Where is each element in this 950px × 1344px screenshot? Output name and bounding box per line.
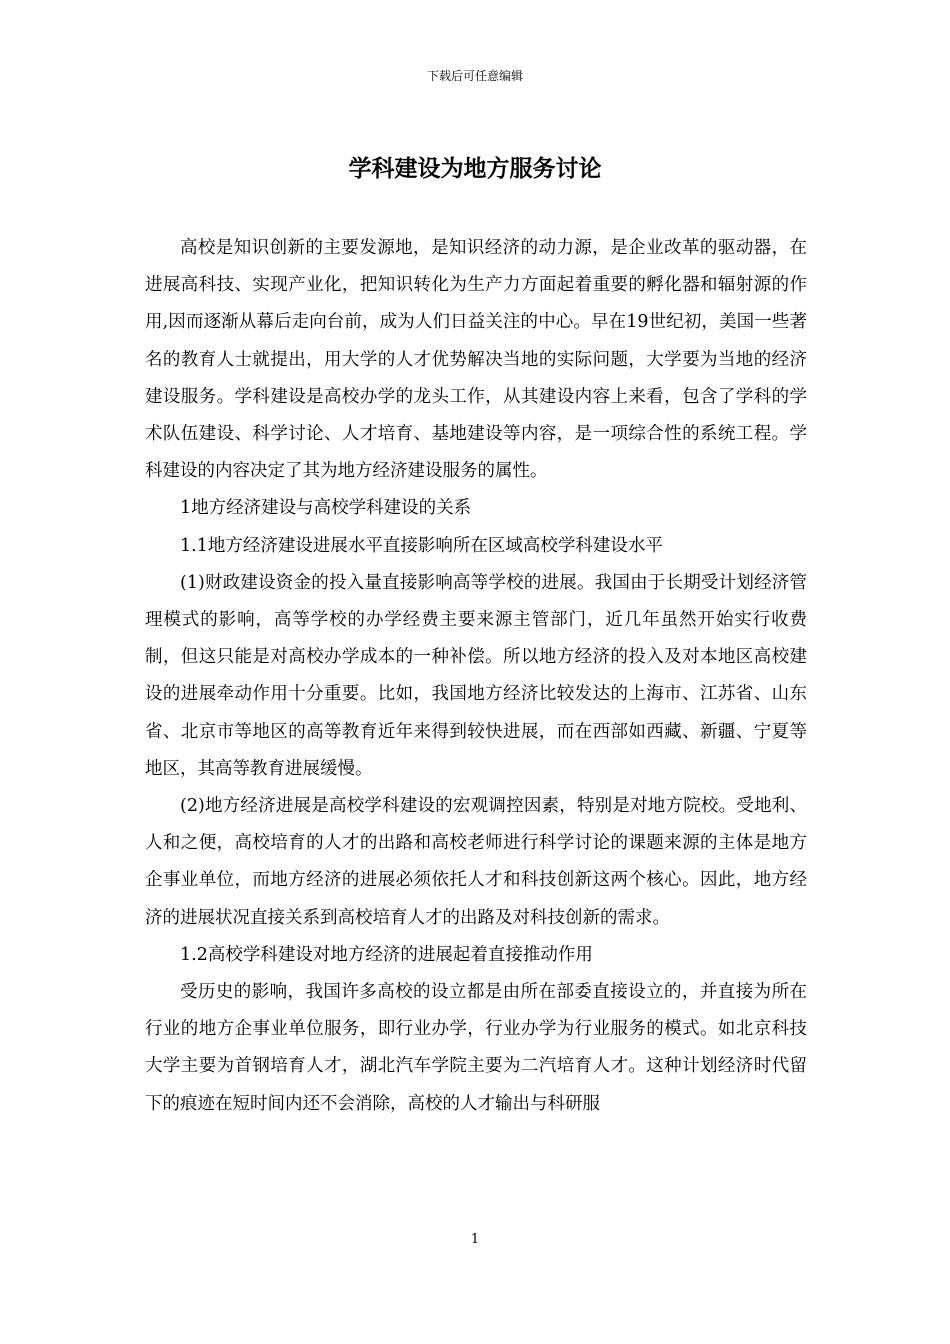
section-heading-1-2: 1.2高校学科建设对地方经济的进展起着直接推动作用 [180,944,593,965]
header-note: 下载后可任意编辑 [426,69,523,83]
section-heading-1: 1地方经济建设与高校学科建设的关系 [180,498,472,519]
paragraph-point-2: (2)地方经济进展是高校学科建设的宏观调控因素，特别是对地方院校。受地利、人和之便，高校培育的人才的出路和高校老师进行科学讨论的课题来源的主体是地方企事业单位，而地方经济的进展必须依托人才和科技创新这两个核心。因此，地方经济的进展状况直接关系到高校培育人才的出路及对科技创新的需求。 [145,796,807,928]
paragraph-intro: 高校是知识创新的主要发源地，是知识经济的动力源，是企业改革的驱动器，在进展高科技、实现产业化，把知识转化为生产力方面起着重要的孵化器和辐射源的作用,因而逐渐从幕后走向台前，成为人们日益关注的中心。早在19世纪初，美国一些著名的教育人士就提出，用大学的人才优势解决当地的实际问题，大学要为当地的经济建设服务。学科建设是高校办学的龙头工作，从其建设内容上来看，包含了学科的学术队伍建设、科学讨论、人才培育、基地建设等内容，是一项综合性的系统工程。学科建设的内容决定了其为地方经济建设服务的属性。 [145,238,807,482]
page-number: 1 [470,1232,480,1247]
document-title: 学科建设为地方服务讨论 [348,156,602,182]
paragraph-history: 受历史的影响，我国许多高校的设立都是由所在部委直接设立的，并直接为所在行业的地方企事业单位服务，即行业办学，行业办学为行业服务的模式。如北京科技大学主要为首钢培育人才，湖北汽车学院主要为二汽培育人才。这种计划经济时代留下的痕迹在短时间内还不会消除，高校的人才输出与科研服 [145,982,807,1114]
paragraph-point-1: (1)财政建设资金的投入量直接影响高等学校的进展。我国由于长期受计划经济管理模式的影响，高等学校的办学经费主要来源主管部门，近几年虽然开始实行收费制，但这只能是对高校办学成本的一种补偿。所以地方经济的投入及对本地区高校建设的进展牵动作用十分重要。比如，我国地方经济比较发达的上海市、江苏省、山东省、北京市等地区的高等教育近年来得到较快进展，而在西部如西藏、新疆、宁夏等地区，其高等教育进展缓慢。 [145,572,807,779]
section-heading-1-1: 1.1地方经济建设进展水平直接影响所在区域高校学科建设水平 [180,535,663,556]
document-body [145,230,807,1123]
